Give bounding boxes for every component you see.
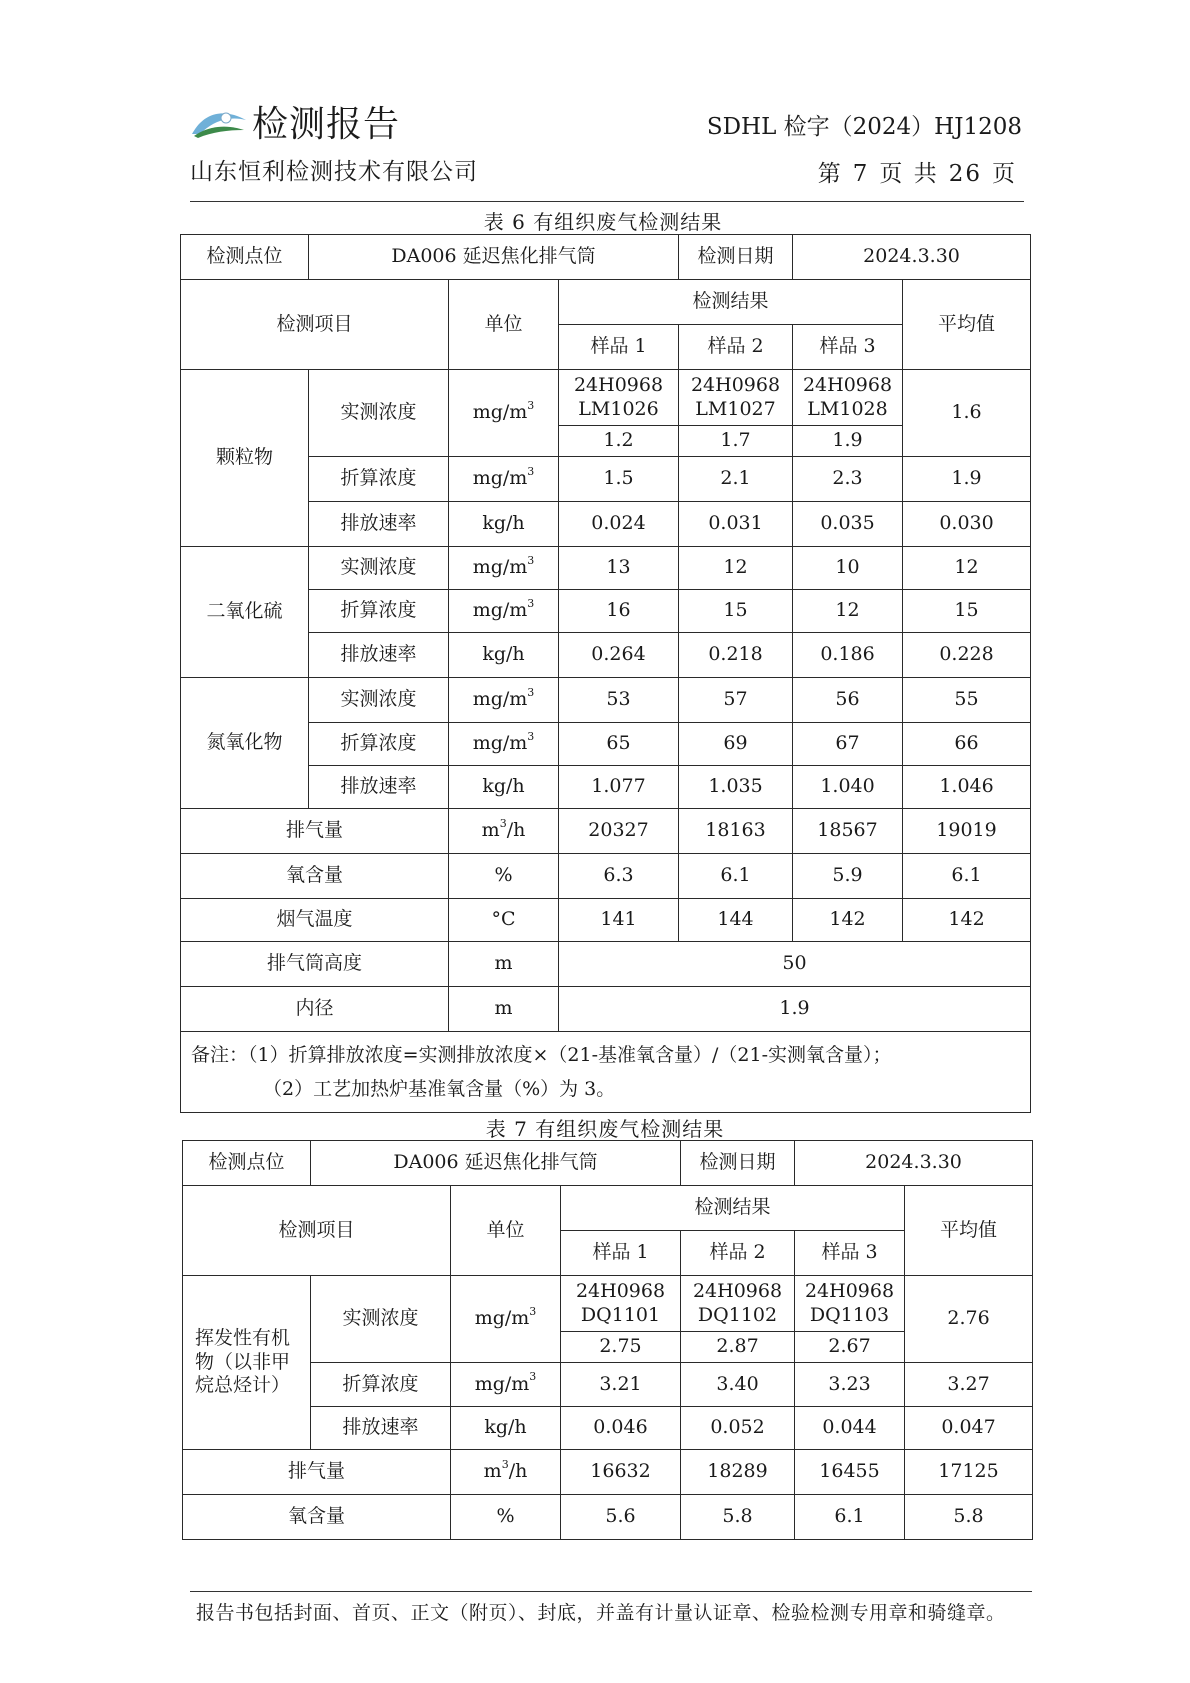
page-number: 7 (852, 161, 870, 187)
unit-cell: kg/h (449, 502, 559, 547)
table-row (181, 809, 1031, 854)
value-cell: 18567 (793, 809, 903, 854)
table7-header-row (183, 1186, 1033, 1231)
value-cell: 18163 (679, 809, 793, 854)
value-cell: 0.052 (681, 1407, 795, 1450)
unit-cell: °C (449, 899, 559, 942)
value-cell: 3.40 (681, 1363, 795, 1407)
table6-notes (181, 1032, 1031, 1113)
param-label: 排气量 (183, 1450, 451, 1495)
value-cell: 141 (559, 899, 679, 942)
date-label: 检测日期 (681, 1141, 795, 1186)
table-row (181, 590, 1031, 633)
unit-cell: kg/h (449, 633, 559, 678)
company-name: 山东恒利检测技术有限公司 (190, 159, 478, 185)
value-cell: 16632 (561, 1450, 681, 1495)
value-cell: 0.186 (793, 633, 903, 678)
param-label: 实测浓度 (309, 678, 449, 723)
item-header: 检测项目 (181, 280, 449, 370)
average-cell: 1.046 (903, 766, 1031, 809)
param-label: 排放速率 (309, 766, 449, 809)
value-cell: 1.9 (559, 987, 1031, 1032)
value-cell: 0.035 (793, 502, 903, 547)
table-row (181, 678, 1031, 723)
sample-code-cell: 24H0968 DQ1103 (795, 1276, 905, 1332)
document-title: 检测报告 (252, 104, 401, 145)
value-cell: 142 (793, 899, 903, 942)
table-row (181, 457, 1031, 502)
value-cell: 5.8 (681, 1495, 795, 1540)
table7-caption: 表 7 有组织废气检测结果 (485, 1117, 725, 1141)
average-cell: 17125 (905, 1450, 1033, 1495)
average-cell: 0.228 (903, 633, 1031, 678)
pollutant-name: 挥发性有机 物（以非甲 烷总烃计） (183, 1276, 311, 1450)
value-cell: 2.67 (795, 1332, 905, 1363)
unit-cell: $mg/m^3$ (451, 1276, 561, 1363)
value-cell: 56 (793, 678, 903, 723)
sample1-header: 样品 1 (561, 1231, 681, 1276)
unit-cell: $mg/m^3$ (449, 723, 559, 766)
param-label: 实测浓度 (311, 1276, 451, 1363)
value-cell: 5.9 (793, 854, 903, 899)
sample-code-cell: 24H0968 LM1026 (559, 370, 679, 426)
value-cell: 1.9 (793, 426, 903, 457)
table-row (181, 723, 1031, 766)
value-cell: 2.75 (561, 1332, 681, 1363)
unit-header: 单位 (451, 1186, 561, 1276)
value-cell: 0.264 (559, 633, 679, 678)
param-label: 折算浓度 (309, 590, 449, 633)
value-cell: 50 (559, 942, 1031, 987)
average-cell: 142 (903, 899, 1031, 942)
point-label: 检测点位 (181, 235, 309, 280)
pollutant-name: 二氧化硫 (181, 547, 309, 678)
value-cell: 69 (679, 723, 793, 766)
sample3-header: 样品 3 (795, 1231, 905, 1276)
value-cell: 20327 (559, 809, 679, 854)
sample-code-cell: 24H0968 LM1027 (679, 370, 793, 426)
value-cell: 0.044 (795, 1407, 905, 1450)
value-cell: 2.87 (681, 1332, 795, 1363)
table-row (183, 1276, 1033, 1332)
point-label: 检测点位 (183, 1141, 311, 1186)
value-cell: 10 (793, 547, 903, 590)
table6 (180, 234, 1031, 1113)
average-cell: 0.030 (903, 502, 1031, 547)
unit-cell: $m^3/h$ (451, 1450, 561, 1495)
table-row (181, 502, 1031, 547)
average-cell: 3.27 (905, 1363, 1033, 1407)
page-suffix: 页 (992, 161, 1017, 187)
param-label: 排放速率 (309, 502, 449, 547)
average-cell: 12 (903, 547, 1031, 590)
param-label: 排气筒高度 (181, 942, 449, 987)
average-header: 平均值 (903, 280, 1031, 370)
value-cell: 13 (559, 547, 679, 590)
param-label: 排放速率 (311, 1407, 451, 1450)
title-row (190, 96, 478, 147)
value-cell: 1.040 (793, 766, 903, 809)
value-cell: 12 (679, 547, 793, 590)
average-cell: 2.76 (905, 1276, 1033, 1363)
results-header: 检测结果 (561, 1186, 905, 1231)
value-cell: 6.1 (795, 1495, 905, 1540)
value-cell: 6.3 (559, 854, 679, 899)
report-header-right (707, 108, 1022, 188)
table7 (182, 1140, 1033, 1540)
average-header: 平均值 (905, 1186, 1033, 1276)
unit-cell: kg/h (449, 766, 559, 809)
item-header: 检测项目 (183, 1186, 451, 1276)
value-cell: 16455 (795, 1450, 905, 1495)
value-cell: 15 (679, 590, 793, 633)
sample-code-cell: 24H0968 DQ1101 (561, 1276, 681, 1332)
sample2-header: 样品 2 (681, 1231, 795, 1276)
point-value: DA006 延迟焦化排气筒 (309, 235, 679, 280)
value-cell: 12 (793, 590, 903, 633)
point-value: DA006 延迟焦化排气筒 (311, 1141, 681, 1186)
param-label: 氧含量 (183, 1495, 451, 1540)
value-cell: 1.7 (679, 426, 793, 457)
report-number: SDHL 检字（2024）HJ1208 (706, 114, 1022, 140)
page-indicator (707, 155, 1022, 188)
param-label: 排放速率 (309, 633, 449, 678)
table-row (181, 987, 1031, 1032)
value-cell: 16 (559, 590, 679, 633)
table6-notes-row (181, 1032, 1031, 1113)
sample3-header: 样品 3 (793, 325, 903, 370)
unit-header: 单位 (449, 280, 559, 370)
value-cell: 0.024 (559, 502, 679, 547)
company-logo-icon (190, 104, 248, 140)
results-header: 检测结果 (559, 280, 903, 325)
value-cell: 1.077 (559, 766, 679, 809)
table-row (181, 899, 1031, 942)
average-cell: 15 (903, 590, 1031, 633)
value-cell: 53 (559, 678, 679, 723)
page-prefix: 第 (817, 161, 843, 187)
value-cell: 57 (679, 678, 793, 723)
average-cell: 0.047 (905, 1407, 1033, 1450)
date-label: 检测日期 (679, 235, 793, 280)
table-row (181, 370, 1031, 426)
value-cell: 0.218 (679, 633, 793, 678)
param-label: 烟气温度 (181, 899, 449, 942)
param-label: 折算浓度 (309, 457, 449, 502)
param-label: 折算浓度 (309, 723, 449, 766)
unit-cell: $mg/m^3$ (449, 590, 559, 633)
header-divider (190, 201, 1024, 202)
value-cell: 65 (559, 723, 679, 766)
table-row (181, 633, 1031, 678)
unit-cell: % (449, 854, 559, 899)
sample-code-cell: 24H0968 LM1028 (793, 370, 903, 426)
sample2-header: 样品 2 (679, 325, 793, 370)
unit-cell: kg/h (451, 1407, 561, 1450)
unit-cell: $m^3/h$ (449, 809, 559, 854)
param-label: 实测浓度 (309, 370, 449, 457)
page-middle: 页 共 (879, 161, 939, 187)
value-cell: 0.031 (679, 502, 793, 547)
report-header-left (190, 96, 478, 186)
value-cell: 144 (679, 899, 793, 942)
value-cell: 67 (793, 723, 903, 766)
table-row (181, 547, 1031, 590)
unit-cell: m (449, 987, 559, 1032)
average-cell: 19019 (903, 809, 1031, 854)
average-cell: 55 (903, 678, 1031, 723)
average-cell: 1.6 (903, 370, 1031, 457)
value-cell: 5.6 (561, 1495, 681, 1540)
unit-cell: m (449, 942, 559, 987)
value-cell: 2.3 (793, 457, 903, 502)
unit-cell: $mg/m^3$ (449, 547, 559, 590)
value-cell: 1.5 (559, 457, 679, 502)
table6-info-row (181, 235, 1031, 280)
unit-cell: $mg/m^3$ (449, 370, 559, 457)
average-cell: 66 (903, 723, 1031, 766)
param-label: 实测浓度 (309, 547, 449, 590)
average-cell: 5.8 (905, 1495, 1033, 1540)
value-cell: 18289 (681, 1450, 795, 1495)
unit-cell: $mg/m^3$ (449, 678, 559, 723)
value-cell: 6.1 (679, 854, 793, 899)
param-label: 排气量 (181, 809, 449, 854)
value-cell: 3.23 (795, 1363, 905, 1407)
unit-cell: $mg/m^3$ (451, 1363, 561, 1407)
date-value: 2024.3.30 (795, 1141, 1033, 1186)
param-label: 折算浓度 (311, 1363, 451, 1407)
table-row (181, 766, 1031, 809)
table6-caption: 表 6 有组织废气检测结果 (483, 210, 723, 234)
table6-header-row (181, 280, 1031, 325)
value-cell: 0.046 (561, 1407, 681, 1450)
average-cell: 6.1 (903, 854, 1031, 899)
value-cell: 1.2 (559, 426, 679, 457)
table-row (181, 854, 1031, 899)
param-label: 内径 (181, 987, 449, 1032)
unit-cell: % (451, 1495, 561, 1540)
value-cell: 3.21 (561, 1363, 681, 1407)
param-label: 氧含量 (181, 854, 449, 899)
date-value: 2024.3.30 (793, 235, 1031, 280)
table-row (183, 1407, 1033, 1450)
footer-divider (190, 1591, 1032, 1592)
pollutant-name: 氮氧化物 (181, 678, 309, 809)
value-cell: 1.035 (679, 766, 793, 809)
table-row (183, 1495, 1033, 1540)
note-line-2: （2）工艺加热炉基准氧含量（%）为 3。 (263, 1078, 616, 1101)
average-cell: 1.9 (903, 457, 1031, 502)
sample-code-cell: 24H0968 DQ1102 (681, 1276, 795, 1332)
note-line-1: 备注：（1）折算排放浓度=实测排放浓度×（21-基准氧含量）/（21-实测氧含量）； (191, 1044, 892, 1066)
unit-cell: $mg/m^3$ (449, 457, 559, 502)
table-row (183, 1450, 1033, 1495)
footer-note: 报告书包括封面、首页、正文（附页）、封底，并盖有计量认证章、检验检测专用章和骑缝章。 (196, 1602, 1006, 1624)
sample1-header: 样品 1 (559, 325, 679, 370)
page-total: 26 (948, 161, 982, 187)
table-row (183, 1363, 1033, 1407)
pollutant-name: 颗粒物 (181, 370, 309, 547)
table-row (181, 942, 1031, 987)
table7-info-row (183, 1141, 1033, 1186)
value-cell: 2.1 (679, 457, 793, 502)
